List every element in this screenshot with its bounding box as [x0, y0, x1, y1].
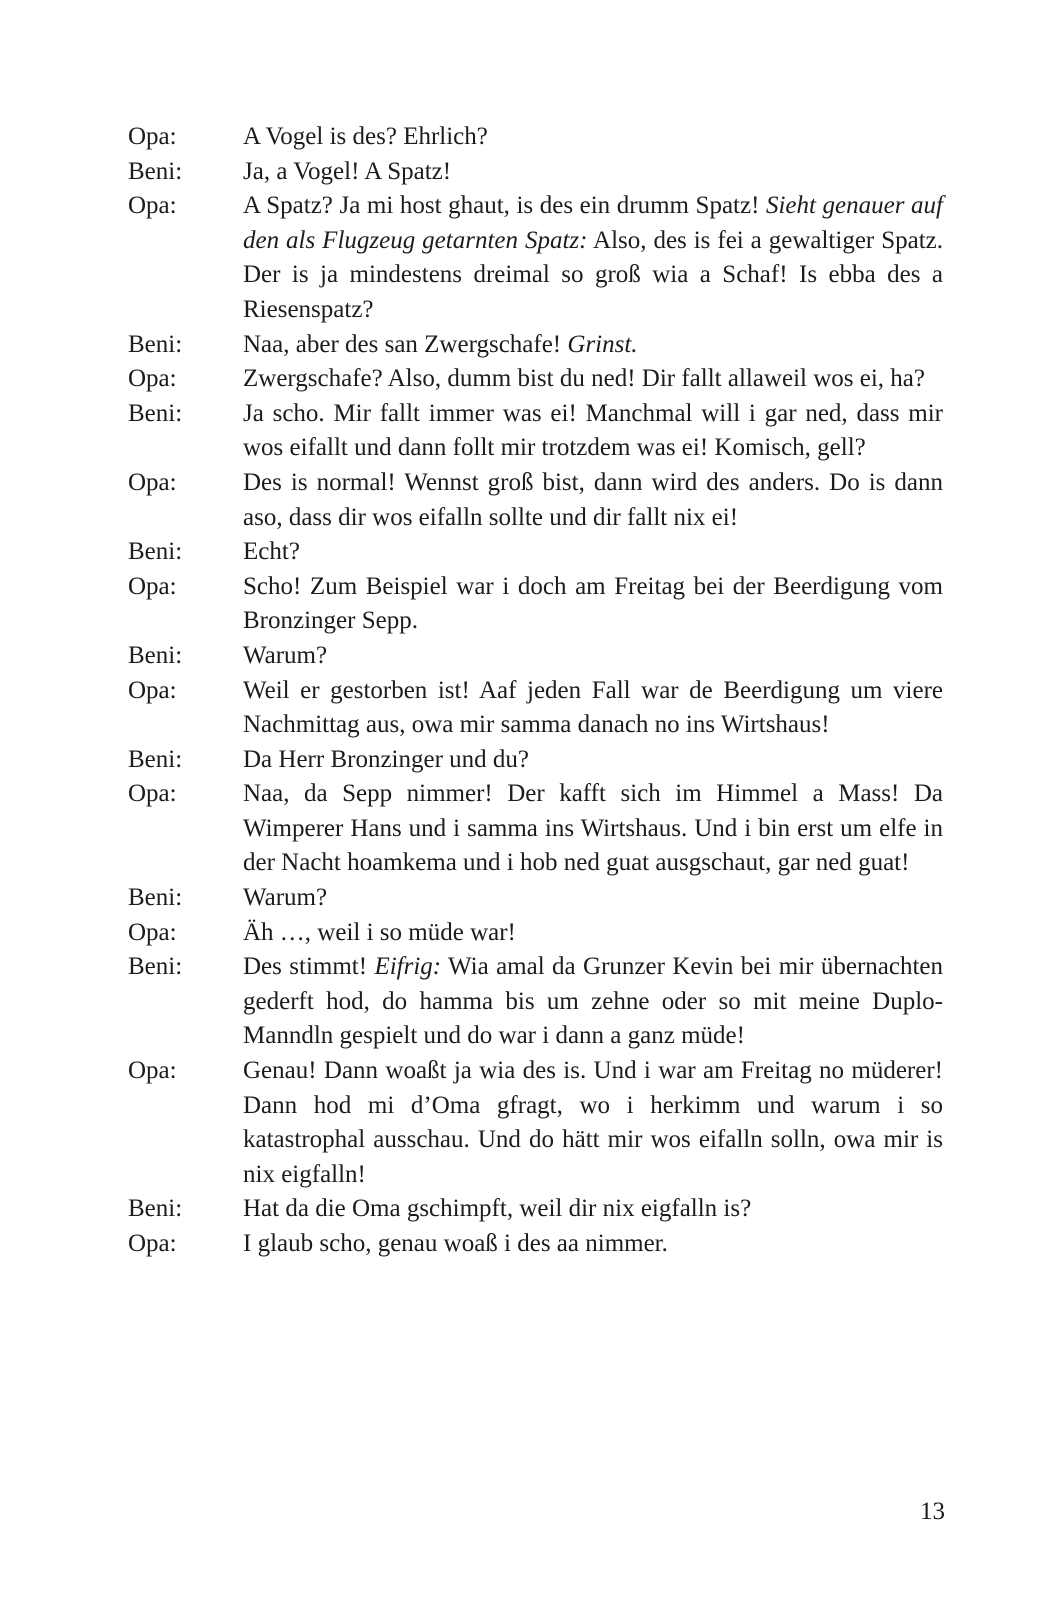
dialogue-line — [128, 328, 943, 363]
dialogue-line — [128, 397, 943, 466]
spoken-text: Naa, aber des san Zwergschafe! — [243, 330, 568, 358]
stage-direction: Sieht genauer auf den als Flugzeug getarnten Spatz: — [243, 192, 943, 254]
spoken-text: Ja scho. Mir fallt immer was ei! Manchmal will i gar ned, dass mir wos eifallt und dann follt mir trotzdem was ei! Komisch, gell? — [243, 399, 943, 462]
speaker-name: Beni: — [128, 884, 183, 912]
dialogue-text — [243, 328, 943, 363]
dialogue-block — [128, 120, 943, 1262]
dialogue-text — [243, 950, 943, 1054]
dialogue-text — [243, 570, 943, 639]
spoken-text: Warum? — [243, 641, 328, 669]
dialogue-line — [128, 639, 943, 674]
speaker-name: Beni: — [128, 1195, 183, 1223]
stage-direction: Grinst. — [567, 330, 638, 358]
spoken-text: Des is normal! Wennst groß bist, dann wird des anders. Do is dann aso, dass dir wos eifalln sollte und dir fallt nix ei! — [243, 468, 943, 531]
spoken-text: Ja, a Vogel! A Spatz! — [243, 157, 452, 185]
dialogue-line — [128, 743, 943, 778]
dialogue-text — [243, 743, 943, 778]
spoken-text: I glaub scho, genau woaß i des aa nimmer. — [243, 1230, 668, 1257]
page-number: 13 — [920, 1498, 945, 1525]
speaker-name: Beni: — [128, 538, 183, 566]
spoken-text: Echt? — [243, 538, 300, 566]
dialogue-line — [128, 1227, 943, 1262]
speaker-name: Beni: — [128, 330, 183, 358]
dialogue-text — [243, 1227, 943, 1262]
spoken-text: Wia amal da Grunzer Kevin bei mir übernachten gederft hod, do hamma bis um zehne oder so mit meine Duplo-Manndln gespielt und do war i dann a ganz müde! — [243, 953, 943, 1050]
dialogue-text — [243, 362, 943, 397]
dialogue-line — [128, 466, 943, 535]
dialogue-text — [243, 881, 943, 916]
speaker-name: Beni: — [128, 399, 183, 427]
speaker-name: Opa: — [128, 365, 177, 393]
spoken-text: Warum? — [243, 884, 328, 912]
spoken-text: Hat da die Oma gschimpft, weil dir nix eigfalln is? — [243, 1195, 752, 1223]
speaker-name: Opa: — [128, 1230, 177, 1257]
spoken-text: Weil er gestorben ist! Aaf jeden Fall war de Beerdigung um viere Nachmittag aus, owa mir samma danach no ins Wirtshaus! — [243, 676, 943, 739]
dialogue-text — [243, 397, 943, 466]
dialogue-line — [128, 120, 943, 155]
dialogue-text — [243, 535, 943, 570]
dialogue-text — [243, 155, 943, 190]
dialogue-line — [128, 950, 943, 1054]
speaker-name: Opa: — [128, 192, 177, 220]
speaker-name: Opa: — [128, 676, 177, 704]
dialogue-line — [128, 916, 943, 951]
spoken-text: Zwergschafe? Also, dumm bist du ned! Dir fallt allaweil wos ei, ha? — [243, 365, 925, 393]
speaker-name: Beni: — [128, 157, 183, 185]
dialogue-line — [128, 362, 943, 397]
dialogue-text — [243, 1054, 943, 1192]
speaker-name: Beni: — [128, 953, 183, 981]
speaker-name: Opa: — [128, 1057, 177, 1085]
dialogue-line — [128, 189, 943, 327]
speaker-name: Opa: — [128, 572, 177, 600]
dialogue-text — [243, 120, 943, 155]
dialogue-line — [128, 1054, 943, 1192]
speaker-name: Opa: — [128, 123, 177, 150]
spoken-text: A Vogel is des? Ehrlich? — [243, 123, 488, 150]
dialogue-line — [128, 570, 943, 639]
speaker-name: Beni: — [128, 745, 183, 773]
spoken-text: Des stimmt! — [243, 953, 375, 981]
dialogue-text — [243, 466, 943, 535]
speaker-name: Opa: — [128, 780, 177, 808]
dialogue-text — [243, 189, 943, 327]
spoken-text: Da Herr Bronzinger und du? — [243, 745, 530, 773]
speaker-name: Beni: — [128, 641, 183, 669]
dialogue-text — [243, 916, 943, 951]
dialogue-line — [128, 155, 943, 190]
dialogue-line — [128, 881, 943, 916]
dialogue-text — [243, 777, 943, 881]
dialogue-line — [128, 535, 943, 570]
spoken-text: Scho! Zum Beispiel war i doch am Freitag bei der Beerdigung vom Bronzinger Sepp. — [243, 572, 943, 635]
dialogue-text — [243, 639, 943, 674]
speaker-name: Opa: — [128, 918, 177, 946]
spoken-text: A Spatz? Ja mi host ghaut, is des ein drumm Spatz! — [243, 192, 766, 220]
spoken-text: Äh …, weil i so müde war! — [243, 918, 516, 946]
spoken-text: Genau! Dann woaßt ja wia des is. Und i war am Freitag no müderer! Dann hod mi d’Oma gfragt, wo i herkimm und warum i so katastrophal ausschau. Und do hätt mir wos eifalln solln, owa mir is nix eigfalln! — [243, 1057, 943, 1188]
dialogue-line — [128, 674, 943, 743]
dialogue-text — [243, 674, 943, 743]
stage-direction: Eifrig: — [374, 953, 442, 981]
dialogue-text — [243, 1192, 943, 1227]
speaker-name: Opa: — [128, 468, 177, 496]
spoken-text: Naa, da Sepp nimmer! Der kafft sich im Himmel a Mass! Da Wimperer Hans und i samma ins Wirtshaus. Und i bin erst um elfe in der Nacht hoamkema und i hob ned guat ausgschaut, gar ned guat! — [243, 780, 943, 877]
dialogue-line — [128, 777, 943, 881]
dialogue-line — [128, 1192, 943, 1227]
spoken-text: Also, des is fei a gewaltiger Spatz. Der is ja mindestens dreimal so groß wia a Schaf! Is ebba des a Riesenspatz? — [243, 226, 943, 323]
